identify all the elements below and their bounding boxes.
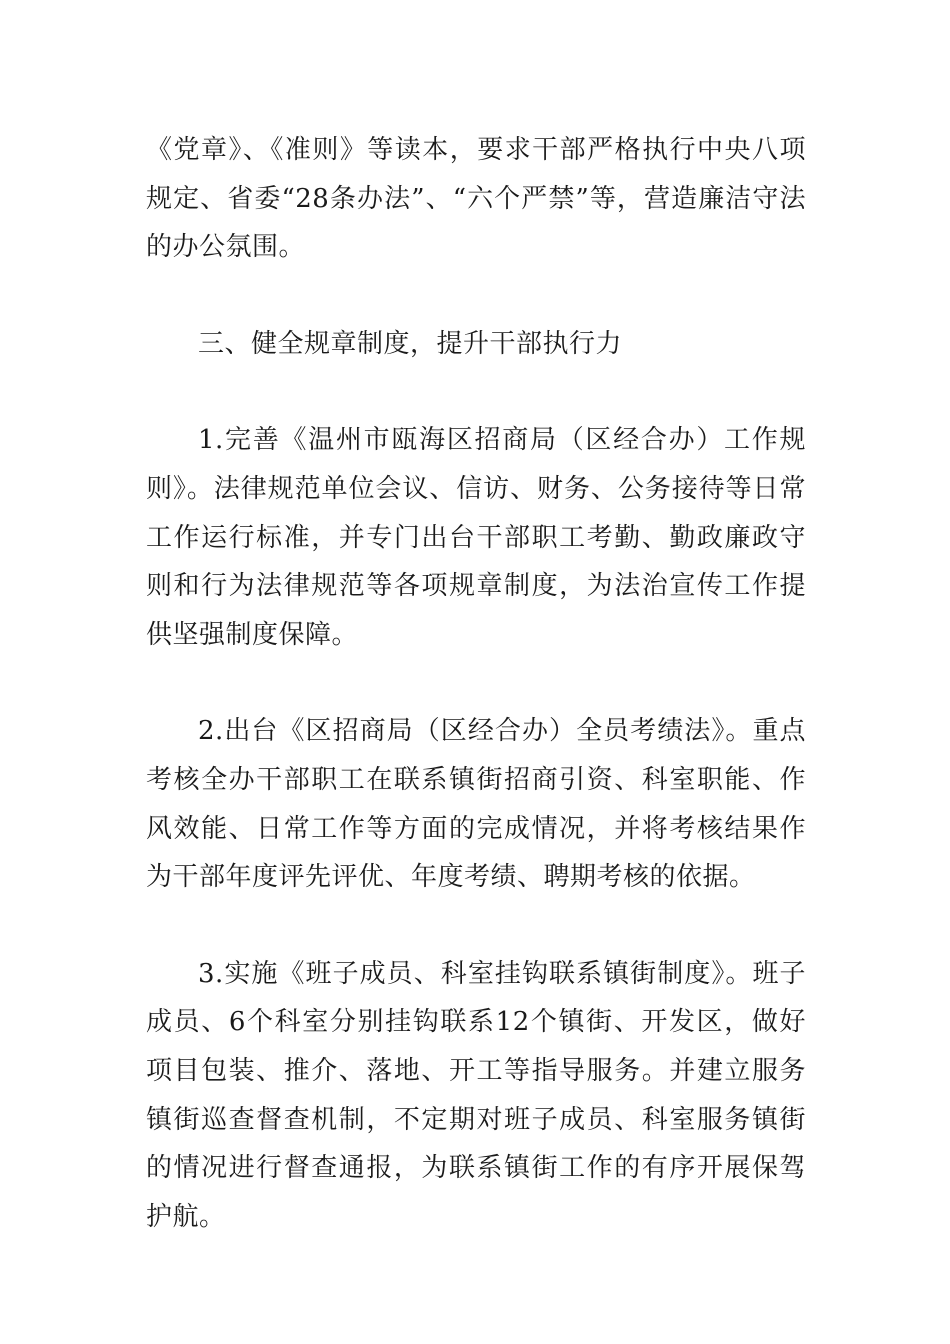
section-heading: 三、健全规章制度，提升干部执行力 [198,328,623,359]
document-body [146,126,806,1241]
paragraph-continuation: 《党章》、《准则》等读本，要求干部严格执行中央八项规定、省委“28条办法”、“六个严禁”等，营造廉洁守法的办公氛围。 [146,135,806,263]
paragraph-item-1: 1.完善《温州市瓯海区招商局（区经合办）工作规则》。法律规范单位会议、信访、财务、公务接待等日常工作运行标准，并专门出台干部职工考勤、勤政廉政守则和行为法律规范等各项规章制度，为法治宣传工作提供坚强制度保障。 [146,425,806,650]
paragraph-item-2: 2.出台《区招商局（区经合办）全员考绩法》。重点考核全办干部职工在联系镇街招商引资、科室职能、作风效能、日常工作等方面的完成情况，并将考核结果作为干部年度评先评优、年度考绩、聘期考核的依据。 [146,716,806,893]
paragraph-item-3: 3.实施《班子成员、科室挂钩联系镇街制度》。班子成员、6个科室分别挂钩联系12个镇街、开发区，做好项目包装、推介、落地、开工等指导服务。并建立服务镇街巡查督查机制，不定期对班子成员、科室服务镇街的情况进行督查通报，为联系镇街工作的有序开展保驾护航。 [146,958,806,1232]
